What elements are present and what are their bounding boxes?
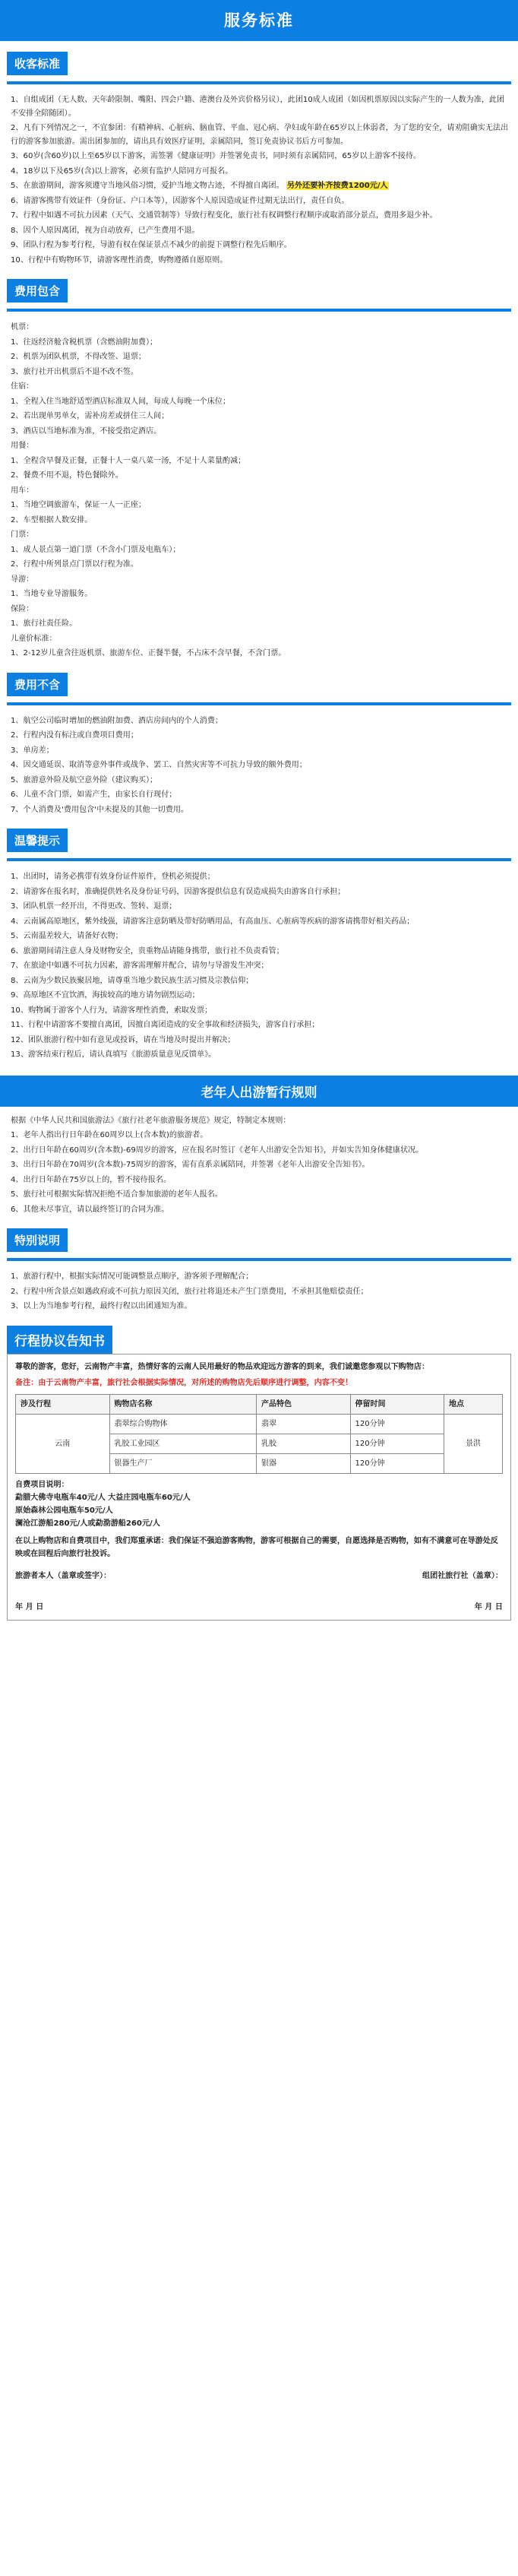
section-special-tag: 特别说明 (7, 1228, 68, 1252)
col-place: 地点 (444, 1394, 503, 1414)
col-trip: 涉及行程 (16, 1394, 110, 1414)
table-row (16, 1414, 503, 1434)
included-item: 用餐： (11, 442, 34, 450)
cell-product: 银器 (256, 1453, 350, 1473)
section-tips-tag: 温馨提示 (7, 829, 68, 852)
agreement-closing: 在以上购物店和自费项目中，我们郑重承诺：我们保证不强迫游客购物，游客可根据自己的需要，自愿选择是否购物，如有不满意可在导游处反映或在回程后向旅行社投诉。 (15, 1536, 498, 1558)
special-item: 1、旅游行程中，根据实际情况可能调整景点顺序，游客须予理解配合； (11, 1272, 254, 1281)
tip-item: 1、出团时，请务必携带有效身份证件原件，登机必须提供； (11, 873, 215, 881)
cell-store: 乳胶工业园区 (109, 1434, 256, 1453)
cell-product: 乳胶 (256, 1434, 350, 1453)
standard-item-text: 5、在旅游期间，游客须遵守当地风俗习惯，爱护当地文物古迹，不得擅自离团。 (11, 182, 284, 190)
elderly-item: 6、其他未尽事宜，请以最终签订的合同为准。 (11, 1205, 169, 1214)
cell-store: 翡翠综合购物体 (109, 1414, 256, 1434)
included-item: 1、全程含早餐及正餐，正餐十人一桌八菜一汤，不足十人菜量酌减； (11, 456, 246, 465)
special-item: 3、以上为当地参考行程，最终行程以出团通知为准。 (11, 1302, 192, 1310)
included-item: 3、旅行社开出机票后不退不改不签。 (11, 367, 138, 376)
col-time: 停留时间 (350, 1394, 444, 1414)
excluded-item: 7、个人消费及'费用包含'中未提及的其他一切费用。 (11, 805, 189, 814)
note-title: 自费项目说明： (15, 1480, 69, 1489)
included-item: 2、机票为团队机票，不得改签、退票； (11, 353, 147, 361)
standard-item (11, 179, 509, 193)
excluded-item: 3、单房差； (11, 746, 54, 755)
included-item: 导游： (11, 575, 34, 584)
tip-item: 11、行程中请游客不要擅自离团，因擅自离团造成的安全事故和经济损失，游客自行承担； (11, 1021, 320, 1029)
date-left: 年 月 日 (15, 1602, 44, 1611)
signature-row (15, 1570, 503, 1583)
included-item: 1、全程入住当地舒适型酒店标准双人间，每成人每晚一个床位； (11, 397, 231, 406)
section-divider (7, 309, 511, 312)
note-line: 勐腊大佛寺电瓶车40元/人 大益庄园电瓶车60元/人 (15, 1493, 191, 1502)
special-item: 2、行程中所含景点如遇政府或不可抗力原因关闭，旅行社将退还未产生门票费用，不承担其他赔偿责任； (11, 1287, 368, 1296)
cell-product: 翡翠 (256, 1414, 350, 1434)
tip-item: 12、团队旅游行程中如有意见或投诉，请在当地及时提出并解决； (11, 1035, 235, 1044)
included-item: 住宿： (11, 382, 34, 391)
tip-item: 13、游客结束行程后，请认真填写《旅游质量意见反馈单》。 (11, 1050, 216, 1059)
shopping-table (15, 1394, 503, 1474)
included-item: 1、当地空调旅游车，保证一人一正座； (11, 501, 147, 509)
standard-item: 3、60岁(含60岁)以上至65岁以下游客，需签署《健康证明》并签署免责书，同时须有亲属陪同，65岁以上游客不接待。 (11, 152, 422, 160)
standard-item: 8、因个人原因离团，视为自动放弃，已产生费用不退。 (11, 226, 200, 235)
tip-item: 4、云南属高原地区，紫外线强，请游客注意防晒及带好防晒用品，有高血压、心脏病等疾病的游客请携带好相关药品； (11, 917, 415, 926)
excluded-item: 1、航空公司临时增加的燃油附加费、酒店房间内的个人消费； (11, 716, 223, 725)
included-item: 1、当地专业导游服务。 (11, 590, 93, 598)
excluded-item: 2、行程内没有标注或自费项目费用； (11, 731, 138, 740)
col-store: 购物店名称 (109, 1394, 256, 1414)
tip-item: 3、团队机票一经开出，不得更改、签转、退票； (11, 902, 177, 911)
included-item: 1、往返经济舱含税机票（含燃油附加费）； (11, 337, 158, 347)
note-line: 澜沧江游船280元/人或勐泐游船260元/人 (15, 1519, 160, 1528)
elderly-item: 4、出行日年龄在75岁以上的，暂不接待报名。 (11, 1175, 172, 1184)
excluded-list (11, 714, 509, 817)
included-list (11, 321, 509, 661)
tips-list (11, 870, 509, 1062)
included-item: 用车： (11, 486, 34, 495)
included-item: 门票： (11, 531, 34, 539)
elderly-item: 5、旅行社可根据实际情况拒绝不适合参加旅游的老年人报名。 (11, 1190, 223, 1199)
included-item: 2、车型根据人数安排。 (11, 515, 93, 524)
included-item: 2、行程中所列景点门票以行程为准。 (11, 560, 138, 569)
included-item: 2、若出现单男单女，需补房差或拼住三人间； (11, 412, 169, 420)
cell-time: 120分钟 (350, 1453, 444, 1473)
included-item: 1、成人景点第一道门票（不含小门票及电瓶车）； (11, 545, 181, 554)
excluded-item: 4、因交通延误、取消等意外事件或战争、罢工、自然灾害等不可抗力导致的额外费用； (11, 761, 307, 769)
note-line: 原始森林公园电瓶车50元/人 (15, 1506, 113, 1515)
sign-right: 组团社旅行社（盖章）： (422, 1571, 503, 1580)
section-standard-tag: 收客标准 (7, 52, 68, 75)
section-divider (7, 702, 511, 705)
highlight-fee: 另外还要补齐按费1200元/人 (286, 182, 388, 190)
included-item: 3、酒店以当地标准为准，不接受指定酒店。 (11, 426, 162, 436)
sign-left: 旅游者本人（盖章或签字）： (15, 1571, 112, 1580)
section-divider (7, 1258, 511, 1261)
cell-time: 120分钟 (350, 1414, 444, 1434)
included-item: 1、2-12岁儿童含往返机票、旅游车位、正餐半餐，不占床不含早餐，不含门票。 (11, 649, 286, 657)
standard-item: 7、行程中如遇不可抗力因素（天气、交通管制等）导致行程变化，旅行社有权调整行程顺序或取消部分景点，费用多退少补。 (11, 211, 437, 220)
elderly-item: 2、出行日年龄在60周岁(含本数)-69周岁的游客，应在报名时签订《老年人出游安全告知书》，并如实告知身体健康状况。 (11, 1145, 424, 1155)
included-item: 2、餐费不用不退，特色餐除外。 (11, 471, 123, 480)
standard-item: 10、行程中有购物环节，请游客理性消费，购物遵循自愿原则。 (11, 255, 228, 265)
tip-item: 9、高原地区不宜饮酒，海拔较高的地方请勿剧烈运动； (11, 991, 200, 1000)
included-item: 儿童价标准： (11, 634, 57, 643)
elderly-item: 根据《中华人民共和国旅游法》《旅行社老年旅游服务规范》规定，特制定本规则： (11, 1116, 291, 1125)
elderly-item: 3、出行日年龄在70周岁(含本数)-75周岁的游客，需有直系亲属陪同，并签署《老年人出游安全告知书》。 (11, 1161, 370, 1169)
agreement-warning: 备注：由于云南物产丰富，旅行社会根据实际情况，对所述的购物店先后顺序进行调整，内容不变！ (15, 1378, 353, 1387)
included-item: 保险： (11, 604, 34, 613)
tip-item: 6、旅游期间请注意人身及财物安全，贵重物品请随身携带，旅行社不负责看管； (11, 946, 284, 955)
tip-item: 5、云南温差较大，请备好衣物； (11, 932, 123, 940)
page-title: 服务标准 (0, 0, 518, 41)
standard-item: 4、18岁以下及65岁(含)以上游客，必须有监护人陪同方可报名。 (11, 166, 233, 176)
standard-item: 1、自组成团（无人数、天年龄限制、嘴阳、四会户籍、港澳台及外宾价格另议），此团10成人成团（如因机票原因以实际产生的一人数为准，此团不安排全陪随团）。 (11, 96, 505, 118)
section-divider (7, 81, 511, 84)
tip-item: 2、请游客在报名时，准确提供姓名及身份证号码，因游客提供信息有误造成损失由游客自行承担； (11, 887, 346, 896)
included-item: 机票： (11, 323, 34, 331)
section-excluded-tag: 费用不含 (7, 673, 68, 696)
section-included-tag: 费用包含 (7, 279, 68, 303)
table-header-row (16, 1394, 503, 1414)
section-divider (7, 858, 511, 861)
cell-time: 120分钟 (350, 1434, 444, 1453)
date-row (15, 1601, 503, 1614)
included-item: 1、旅行社责任险。 (11, 619, 77, 628)
excluded-item: 5、旅游意外险及航空意外险（建议购买）； (11, 775, 158, 784)
excluded-item: 6、儿童不含门票，如需产生，由家长自行现付； (11, 791, 177, 799)
agreement-intro: 尊敬的游客，您好，云南物产丰富，热情好客的云南人民用最好的物品欢迎远方游客的到来，我们诚邀您参观以下购物店： (15, 1362, 430, 1371)
standard-list (11, 93, 509, 267)
cell-store: 银器生产厂 (109, 1453, 256, 1473)
section-elderly-banner: 老年人出游暂行规则 (0, 1076, 518, 1107)
tip-item: 10、购物属于游客个人行为，请游客理性消费，索取发票； (11, 1006, 213, 1015)
tip-item: 7、在旅途中如遇不可抗力因素，游客需理解并配合，请勿与导游发生冲突； (11, 962, 269, 970)
standard-item: 6、请游客携带有效证件（身份证、户口本等），因游客个人原因造成证件过期无法出行，责任自负。 (11, 196, 349, 205)
standard-item: 2、凡有下列情况之一，不宜参团：有精神病、心脏病、脑血管、平血、冠心病、孕妇或年龄在65岁以上体弱者，为了您的安全，请劝阻确实无法出行的游客参加旅游。需出团参加的，请出具有效医疗证明，亲属陪同，签订免责协议书后方可参加。 (11, 124, 509, 146)
cell-place: 景洪 (444, 1414, 503, 1473)
elderly-list (11, 1114, 509, 1217)
date-right: 年 月 日 (474, 1602, 503, 1611)
section-agreement-tag: 行程协议告知书 (7, 1326, 112, 1354)
special-list (11, 1270, 509, 1313)
agreement-box (7, 1354, 511, 1621)
cell-trip: 云南 (16, 1414, 110, 1473)
elderly-item: 1、老年人指出行日年龄在60周岁以上(含本数)的旅游者。 (11, 1131, 208, 1139)
col-product: 产品特色 (256, 1394, 350, 1414)
standard-item: 9、团队行程为参考行程，导游有权在保证景点不减少的前提下调整行程先后顺序。 (11, 241, 292, 249)
tip-item: 8、云南为少数民族聚居地，请尊重当地少数民族生活习惯及宗教信仰； (11, 976, 254, 985)
